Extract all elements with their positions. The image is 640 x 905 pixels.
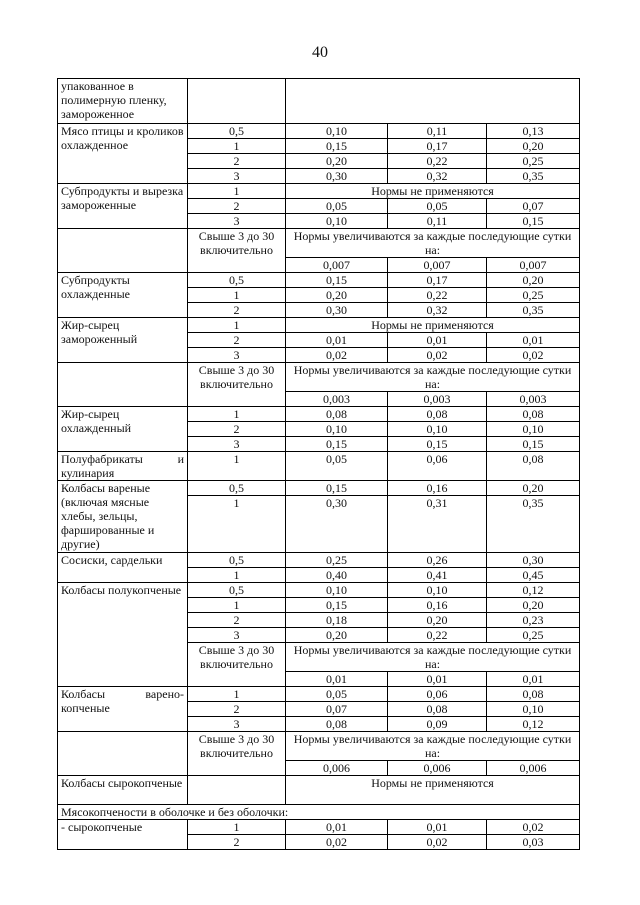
period-label: Свыше 3 до 30 включительно [188,732,286,776]
table-row: Жир-сырец охлажденный 1 0,08 0,08 0,08 [58,407,580,422]
product-name: Колбасы полукопченые [58,583,188,687]
table-row: Сосиски, сардельки 0,5 0,25 0,26 0,30 [58,553,580,568]
product-name: Субпродукты и вырезка замороженные [58,184,188,229]
table-row: 0,003 0,003 0,003 [58,392,580,407]
table-row: 1 0,15 0,17 0,20 [58,139,580,154]
product-name: Жир-сырец замороженный [58,318,188,363]
product-name: - сырокопченые [58,820,188,850]
product-name: Сосиски, сардельки [58,553,188,583]
table-row: 3 0,02 0,02 0,02 [58,348,580,363]
table-row: 2 0,30 0,32 0,35 [58,303,580,318]
table-row: 2 0,20 0,22 0,25 [58,154,580,169]
table-row: Жир-сырец замороженный 1 Нормы не применяются [58,318,580,333]
table-row: Колбасы сырокопченые Нормы не применяются [58,776,580,805]
table-row [58,363,580,392]
table-row: 3 0,15 0,15 0,15 [58,437,580,452]
table-row: 2 0,18 0,20 0,23 [58,613,580,628]
table-row: 0,01 0,01 0,01 [58,672,580,687]
table-row: Субпродукты охлажденные 0,5 0,15 0,17 0,20 [58,273,580,288]
table-row [58,229,580,258]
table-row: Субпродукты и вырезка замороженные 1 Нормы не применяются [58,184,580,199]
table-row: 1 0,30 0,31 0,35 [58,496,580,553]
product-name: Колбасы вареные (включая мясные хлебы, зельцы, фаршированные и другие) [58,481,188,553]
increase-note: Нормы увеличиваются за каждые последующие сутки на: [286,643,580,672]
table-row: 3 0,30 0,32 0,35 [58,169,580,184]
group-heading: Мясокопчености в оболочке и без оболочки: [58,805,580,820]
table-row: 2 0,10 0,10 0,10 [58,422,580,437]
table-row: 1 0,40 0,41 0,45 [58,568,580,583]
table-row: 1 0,15 0,16 0,20 [58,598,580,613]
product-name: Колбасы сырокопченые [58,776,188,805]
product-name: Полуфабрикаты и кулинария [58,452,188,481]
table-row: Колбасы полукопченые 0,5 0,10 0,10 0,12 [58,583,580,598]
table-row: - сырокопченые 1 0,01 0,01 0,02 [58,820,580,835]
period-label: Свыше 3 до 30 включительно [188,229,286,273]
table-row [58,732,580,761]
product-name: Субпродукты охлажденные [58,273,188,318]
table-row [58,805,580,820]
table-row: 3 0,20 0,22 0,25 [58,628,580,643]
table-row: Колбасы варено-копченые 1 0,05 0,06 0,08 [58,687,580,702]
table-row: 1 0,20 0,22 0,25 [58,288,580,303]
product-name: Жир-сырец охлажденный [58,407,188,452]
table-row [58,79,580,124]
page-number: 40 [312,44,328,61]
increase-note: Нормы увеличиваются за каждые последующие сутки на: [286,363,580,392]
table-row: 2 0,02 0,02 0,03 [58,835,580,850]
increase-note: Нормы увеличиваются за каждые последующие сутки на: [286,229,580,258]
table-row: 3 0,10 0,11 0,15 [58,214,580,229]
period-label: Свыше 3 до 30 включительно [188,643,286,687]
table-row: 2 0,07 0,08 0,10 [58,702,580,717]
increase-note: Нормы увеличиваются за каждые последующие сутки на: [286,732,580,761]
table-row: Полуфабрикаты и кулинария 1 0,05 0,06 0,08 [58,452,580,481]
table-row: Мясо птицы и кроликов охлажденное 0,5 0,10 0,11 0,13 [58,124,580,139]
product-name: Колбасы варено-копченые [58,687,188,732]
table-row: 3 0,08 0,09 0,12 [58,717,580,732]
table-row: 2 0,05 0,05 0,07 [58,199,580,214]
table-row: 0,006 0,006 0,006 [58,761,580,776]
loss-norms-table [57,78,580,850]
table-row: 2 0,01 0,01 0,01 [58,333,580,348]
product-name: Мясо птицы и кроликов охлажденное [58,124,188,184]
table-row: 0,007 0,007 0,007 [58,258,580,273]
table-row: Колбасы вареные (включая мясные хлебы, зельцы, фаршированные и другие) 0,5 0,15 0,16 0,20 [58,481,580,496]
period-label: Свыше 3 до 30 включительно [188,363,286,407]
product-name: упакованное в полимерную пленку, замороженное [58,79,188,124]
